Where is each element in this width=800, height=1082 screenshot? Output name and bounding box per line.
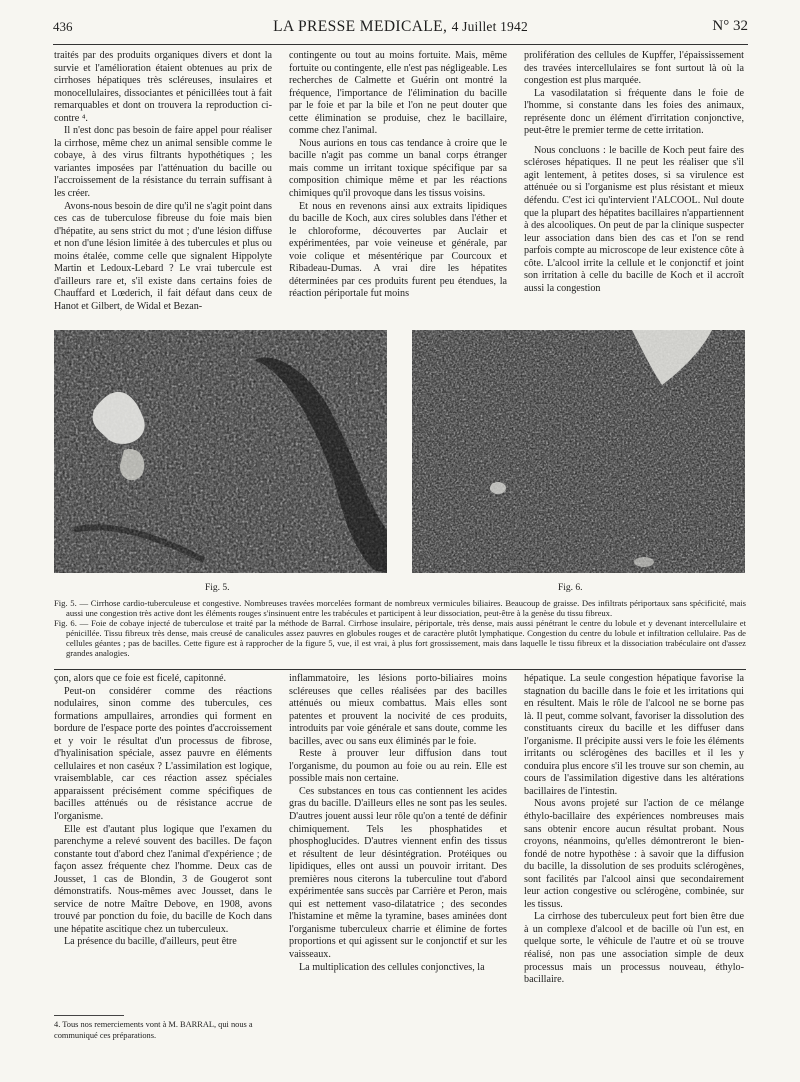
- paragraph: Nous concluons : le bacille de Koch peut faire des scléroses hépatiques. Il ne peut les réaliser que s'il agit lentement, à petites doses, si sa virulence est atténuée ou si l'organisme est plus résistant et mieux défendu. C'est ici qu'intervient l'ALCOOL. Nul doute que la plupart des hépatites bacillaires n'appartiennent à des alcooliques. On peut de par la clinique suspecter leur association dans bien des cas et l'on se rend parfois compte au microscope de leur existence côte à côte. L'alcool irrite la cellule et le conjonctif et joint son irritation à celle du bacille de Koch et il accroît aussi la congestion: [524, 144, 744, 294]
- paragraph: inflammatoire, les lésions porto-biliaires moins scléreuses que celles réalisées par des bacilles atténués ou mieux combattus. Mais elles sont patentes et prouvent la nocivité de ces produits, introduits par voie générale et sans doute, comme les bacilles, avec ou sans eux éliminés par le foie.: [289, 673, 507, 747]
- paragraph: Il n'est donc pas besoin de faire appel pour réaliser la cirrhose, même chez un animal sensible comme le cobaye, à des virus filtrants hypothétiques ; les variantes imposées par l'atténuation du bacille ou l'accroissement de la résistance du terrain suffisant à les créer.: [54, 125, 272, 200]
- running-header: [53, 18, 748, 40]
- issue-date: 4 Juillet 1942: [451, 19, 528, 34]
- paragraph: contingente ou tout au moins fortuite. Mais, même fortuite ou contingente, elle n'est pas négligeable. Les recherches de Calmette et Guérin ont montré la fréquence, l'importance de l'élimination du bacille par le foie et par la bile et l'on ne peut douter que cette élimination se produise, chez le bacillaire, comme chez l'animal.: [289, 50, 507, 137]
- bottom-column-2: [289, 673, 507, 974]
- paragraph: La présence du bacille, d'ailleurs, peut être: [64, 936, 237, 948]
- figure-6-micrograph: [412, 330, 745, 573]
- paragraph: Nous avons projeté sur l'action de ce mélange éthylo-bacillaire des expériences nombreuses mais sans obtenir encore aucun résultat probant. Nous croyons, néanmoins, qu'elles démontreront le bien-fondé de notre hypothèse : à savoir que la diffusion du bacille, la dissolution de ses produits sclérogènes, sont facilités par l'alcool ainsi que secondairement leur action congestive ou sclérogène, combinée, sur les tissus.: [524, 798, 744, 910]
- paragraph: traités par des produits organiques divers et dont la survie et l'amélioration étaient obtenues au prix de cirrhoses hépatiques très scléreuses, insulaires et monocellulaires, dissociantes et pénicillées tout à fait remarquables et dont on trouvera la reproduction ci-contre ⁴.: [54, 50, 272, 124]
- paragraph: La multiplication des cellules conjonctives, la: [299, 961, 485, 973]
- journal-title: [53, 18, 748, 36]
- paragraph: Peut-on considérer comme des réactions nodulaires, sinon comme des tubercules, ces formations ampullaires, arrondies qui forment en bordure de l'espace porte des pointes d'accroissement et y voir le résultat d'un processus de fibrose, d'hyalinisation spéciale, assez pauvre en éléments cellulaires et non caséux ? L'assimilation est logique, vraisemblable, car ces réaction assez spéciales apparaissent précisément comme spécifiques de bacilles atténués ou de résistance accrue de l'organisme.: [54, 685, 272, 823]
- paragraph: çon, alors que ce foie est ficelé, capitonné.: [54, 673, 227, 684]
- figure-captions: [54, 598, 746, 659]
- top-column-1: [54, 50, 272, 313]
- paragraph: Reste à prouver leur diffusion dans tout l'organisme, du poumon au foie ou au rein. Elle est possible mais non certaine.: [289, 748, 507, 785]
- top-column-2: [289, 50, 507, 301]
- figure-6-label: Fig. 6.: [558, 583, 583, 593]
- paragraph: Ces substances en tous cas contiennent les acides gras du bacille. D'ailleurs elles ne sont pas les seules. D'autres jouent aussi leur rôle qu'on a tenté de définir chimiquement. Tels les phosphatides et phosphoglucides. D'autres viennent enfin des tissus et résultent de leur désintégration. Protéiques ou lipidiques, elles ont aussi un pouvoir irritant. Des premières nous citerons la tuberculine tout d'abord expérimentée sans succès par Carrière et Peron, mais qui est nettement vaso-dilatatrice ; des secondes l'histamine et même la tyramine, bases aminées dont l'organisme tuberculeux charrie et élimine de fortes proportions et qui agissent sur le conjonctif et sur les vaisseaux.: [289, 785, 507, 961]
- journal-name: LA PRESSE MEDICALE,: [273, 18, 448, 35]
- figure-5-micrograph: [54, 330, 387, 573]
- caption-rule: [54, 669, 746, 670]
- paragraph: hépatique. La seule congestion hépatique favorise la stagnation du bacille dans le foie et les irritations qui en résultent. Mais le rôle de l'alcool ne se borne pas là. Il peut, comme solvant, favoriser la dissolution des constituants cireux du bacille et les diffuser dans l'organisme. Il précipite aussi vers le foie les éléments irritants ou sclérogènes des bacilles et il les y conduira plus encore s'il les trouve sur son chemin, au cours de l'assimilation digestive dans les altérations bacillaires de l'intestin.: [524, 673, 744, 797]
- paragraph: La vasodilatation si fréquente dans le foie de l'homme, si constante dans les foies des animaux, représente donc un élément d'irritation conjonctive, peut-être le premier terme de cette irritation.: [524, 87, 744, 137]
- caption-fig-5: Fig. 5. — Cirrhose cardio-tuberculeuse et congestive. Nombreuses travées morcelées formant de nombreux vermicules biliaires. Beaucoup de graisse. Des infiltrats périportaux sans spécificité, mais aussi une congestion très active dont les éléments rouges s'insinuent entre les trabécules et participent à leur dissociation, peut-être à la genèse du tissu fibreux.: [54, 598, 746, 619]
- footnote-rule: [54, 1015, 124, 1016]
- paragraph: Nous aurions en tous cas tendance à croire que le bacille n'agit pas comme un banal corps étranger mais comme un irritant toxique spécifique par sa composition chimique même et par les réactions chimiques qu'il provoque dans les tissus voisins.: [289, 137, 507, 200]
- paragraph: Avons-nous besoin de dire qu'il ne s'agit point dans ces cas de tuberculose fibreuse du foie mais bien d'hépatite, au sens strict du mot ; d'une lésion diffuse et non d'une lésion limitée à des tubercules et plus ou moins étalée, comme celle que signalent Hippolyte Martin et Ledoux-Lebard ? Le vrai tubercule est d'ailleurs rare et, s'il existe dans certains foies de Chauffard et Lœderich, il fait défaut dans ceux de Hanot et Gilbert, de Widal et Bezan-: [54, 200, 272, 312]
- bottom-column-1: [54, 673, 272, 949]
- page-number: 436: [53, 19, 73, 34]
- paragraph: Et nous en revenons ainsi aux extraits lipidiques du bacille de Koch, aux cires solubles dans l'éther et le chloroforme, découvertes par Auclair et expérimentées, par voie veineuse et générale, par voie colique et mésentérique par Courcoux et Ribadeau-Dumas. A vrai dire les hépatites déterminées par ces produits furent peu étendues, la réaction périportale fut moins: [289, 200, 507, 300]
- header-rule: [53, 44, 748, 45]
- bottom-column-3: [524, 673, 744, 987]
- caption-fig-6: Fig. 6. — Foie de cobaye injecté de tuberculose et traité par la méthode de Barral. Cirrhose insulaire, périportale, très dense, mais aussi pénétrant le centre du lobule et y devenant intercellulaire et pénicillée. Tissu fibreux très dense, mais creusé de canalicules assez pauvres en globules rouges et de caractère plutôt lymphatique. Congestion du centre du lobule et infiltration cellulaire. Pas de cellules géantes ; pas de bacilles. Cette figure est à rapprocher de la figure 5, vue, il est vrai, à plus fort grossissement, mais dans laquelle le tissu fibreux et la dissociation trabéculaire ont d'assez grandes analogies.: [54, 618, 746, 659]
- paragraph: prolifération des cellules de Kupffer, l'épaississement des travées intercellulaires se font surtout là où la congestion est plus marquée.: [524, 50, 744, 87]
- issue-number: N° 32: [712, 18, 748, 34]
- footnote: 4. Tous nos remerciements vont à M. BARRAL, qui nous a communiqué ces préparations.: [54, 1020, 253, 1040]
- top-column-3: [524, 50, 744, 295]
- paragraph: La cirrhose des tuberculeux peut fort bien être due à un complexe d'alcool et de bacille où l'un est, en quelque sorte, le véhicule de l'autre et où se trouve réalisé, non pas une association simple de deux processus mais un processus nouveau, éthylo-bacillaire.: [524, 911, 744, 986]
- paragraph: Elle est d'autant plus logique que l'examen du parenchyme a relevé souvent des bacilles. De façon constante tout d'abord chez l'animal d'expérience ; de façon assez fréquente chez l'homme. Deux cas de Jousset, 1 cas de Blondin, 3 de Gougerot sont démonstratifs. Nous-mêmes avec Jousset, dans le service de notre Maître Debove, en 1908, avons trouvé par ponction du foie, du bacille de Koch dans une hépatite ascitique chez un tuberculeux.: [54, 823, 272, 935]
- figure-5-label: Fig. 5.: [205, 583, 230, 593]
